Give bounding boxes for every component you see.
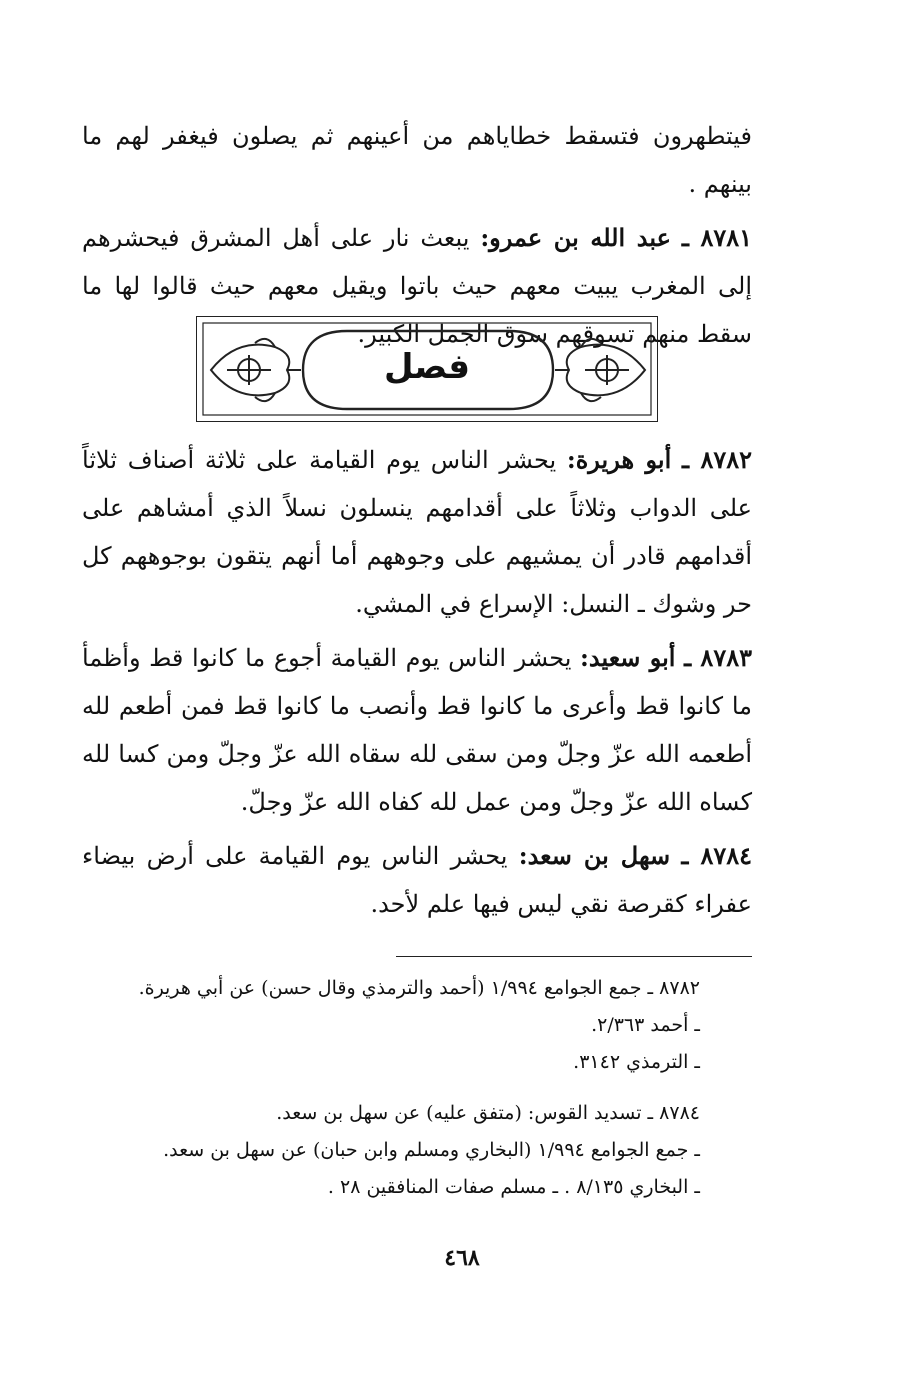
footnote-line: ـ أحمد ٢/٣٦٣. [591,1014,700,1036]
hadith-text: يحشر الناس يوم القيامة على أرض بيضاء عفراء كقرصة نقي ليس فيها علم لأحد. [82,842,752,918]
page-number: ٤٦٨ [444,1245,480,1271]
hadith-8784 [82,832,752,928]
footnote-line: ـ جمع الجوامع ١/٩٩٤ (البخاري ومسلم وابن حبان) عن سهل بن سعد. [163,1139,700,1161]
hadith-number: ٨٧٨١ ـ [681,223,753,252]
hadith-8782 [82,436,752,628]
section-heading-frame [196,316,658,422]
narrator-name: عبد الله بن عمرو: [480,223,671,252]
narrator-name: أبو سعيد: [580,643,676,672]
hadith-8783 [82,634,752,826]
hadith-text: يحشر الناس يوم القيامة أجوع ما كانوا قط وأظمأ ما كانوا قط وأعرى ما كانوا قط وأنصب ما كانوا قط فمن أطعم لله أطعمه الله عزّ وجلّ ومن سقى لله سقاه الله عزّ وجلّ ومن كسا لله كساه الله عزّ وجلّ ومن عمل لله كفاه الله عزّ وجلّ. [82,644,752,816]
paragraph-text: فيتطهرون فتسقط خطاياهم من أعينهم ثم يصلون فيغفر لهم ما بينهم . [82,122,752,198]
paragraph-continuation [82,112,752,208]
hadith-text: يحشر الناس يوم القيامة على ثلاثة أصناف ثلاثاً على الدواب وثلاثاً على أقدامهم ينسلون نسلاً الذي أمشاهم على أقدامهم قادر أن يمشيهم على وجوههم أما أنهم يتقون بوجوههم كل حر وشوك ـ النسل: الإسراع في المشي. [82,446,752,618]
main-text-bottom [82,436,752,928]
narrator-name: أبو هريرة: [566,445,672,474]
narrator-name: سهل بن سعد: [518,841,671,870]
footnotes [82,970,700,1206]
footnote-separator [396,956,752,957]
hadith-number: ٨٧٨٣ ـ [684,643,752,672]
hadith-text: يبعث نار على أهل المشرق فيحشرهم إلى المغرب يبيت معهم حيث باتوا ويقيل معهم حيث قالوا لها ما سقط منهم تسوقهم سوق الجمل الكبير. [82,224,752,348]
footnote-line: ـ البخاري ٨/١٣٥ . ـ مسلم صفات المنافقين ٢٨ . [327,1176,700,1198]
hadith-number: ٨٧٨٤ ـ [681,841,752,870]
hadith-number: ٨٧٨٢ ـ [682,445,753,474]
footnote-line: ـ الترمذي ٣١٤٢. [573,1051,700,1073]
footnote-line: ٨٧٨٢ ـ جمع الجوامع ١/٩٩٤ (أحمد والترمذي وقال حسن) عن أبي هريرة. [138,977,700,999]
section-title: فصل [383,347,471,387]
footnote-line: ٨٧٨٤ ـ تسديد القوس: (متفق عليه) عن سهل بن سعد. [276,1102,700,1124]
